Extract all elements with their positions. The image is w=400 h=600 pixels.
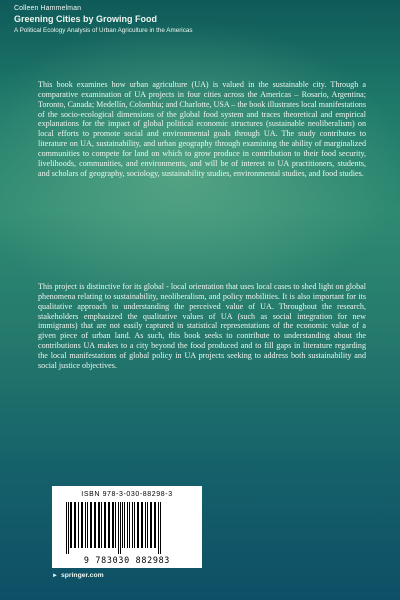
barcode-bar xyxy=(98,502,100,548)
barcode-bar xyxy=(112,502,114,548)
barcode-bar xyxy=(66,502,67,554)
barcode-bar xyxy=(154,502,156,548)
barcode-bar xyxy=(145,502,146,548)
barcode-bar xyxy=(124,502,125,548)
book-title: Greening Cities by Growing Food xyxy=(14,14,158,24)
author-name: Colleen Hammelman xyxy=(14,5,82,12)
barcode-bar xyxy=(108,502,110,548)
barcode-bar xyxy=(127,502,128,548)
blurb-paragraph-1: This book examines how urban agriculture (UA) is valued in the sustainable city. Through a comparative examination of UA projects in four cities across the Americas – Rosario, Argentina; Toronto, Canada; Medellín, Colombia; and Charlotte, USA – the book illustrates local manifestations of the socio-ecological dimensions of the global food system and traces theoretical and empirical explanations for the impact of global political economic structures (sustainable neoliberalism) on local efforts to promote social and environmental goals through UA. The study contributes to literature on UA, sustainability, and urban geography through examining the ability of marginalized communities to compete for land on which to grow produce in contribution to their food security, livelihoods, communities, and environments, and will be of interest to UA practitioners, students, and scholars of geography, sociology, sustainability studies, environmental studies, and food studies. xyxy=(38,80,366,178)
barcode-bar xyxy=(81,502,83,548)
barcode-bar xyxy=(141,502,143,548)
barcode-bar xyxy=(70,502,72,548)
barcode-bar xyxy=(74,502,76,548)
barcode-bar xyxy=(147,502,148,548)
barcode-bar xyxy=(120,502,121,554)
barcode-bar xyxy=(150,502,152,548)
barcode-bar xyxy=(85,502,86,548)
barcode-bar xyxy=(104,502,106,548)
barcode-bar xyxy=(87,502,88,548)
barcode-number: 9 783030 882983 xyxy=(83,555,171,565)
barcode-bar xyxy=(134,502,135,548)
book-subtitle: A Political Ecology Analysis of Urban Agriculture in the Americas xyxy=(14,27,193,34)
publisher-link[interactable] xyxy=(52,572,104,579)
barcode-bar xyxy=(137,502,139,548)
barcode-bar xyxy=(101,502,102,548)
publisher-label: springer.com xyxy=(60,572,104,579)
barcode-bar xyxy=(115,502,116,548)
blurb-paragraph-2: This project is distinctive for its global - local orientation that uses local cases to shed light on global phenomena relating to sustainability, neoliberalism, and policy mobilities. It is also important for its qualitative approach to understanding the perceived value of UA. Throughout the research, stakeholders emphasized the qualitative values of UA (such as social integration for new immigrants) that are not easily captured in statistical representations of the economic value of a given piece of urban land. As such, this book seeks to contribute to understanding about the contributions UA makes to a city beyond the food produced and to fill gaps in literature regarding the local manifestations of global policy in UA projects seeking to address both sustainability and social justice objectives. xyxy=(38,282,366,370)
barcode-bar xyxy=(129,502,130,548)
barcode-graphic xyxy=(64,502,190,554)
barcode-bar xyxy=(78,502,79,548)
barcode-bar xyxy=(160,502,161,554)
barcode-bar xyxy=(90,502,92,548)
barcode-bar xyxy=(94,502,96,548)
barcode-bar xyxy=(132,502,133,548)
barcode-bar xyxy=(118,502,119,554)
arrow-right-icon: ► xyxy=(52,572,58,579)
barcode-bar xyxy=(68,502,69,554)
barcode-bar xyxy=(158,502,159,554)
barcode-box xyxy=(52,486,202,568)
barcode-bar xyxy=(122,502,123,548)
isbn-text: ISBN 978-3-030-88298-3 xyxy=(81,491,173,498)
